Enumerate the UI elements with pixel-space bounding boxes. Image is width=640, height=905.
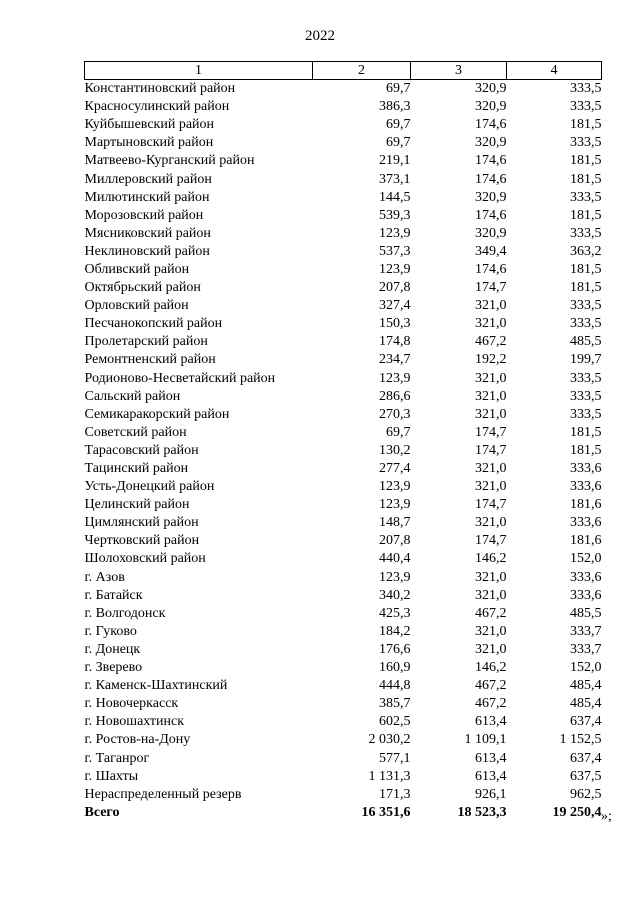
value-col-4: 333,6 <box>570 479 602 495</box>
table-row <box>85 514 602 532</box>
value-col-3: 174,6 <box>475 117 507 133</box>
value-col-3: 321,0 <box>475 569 507 585</box>
value-col-4: 152,0 <box>570 660 602 676</box>
territory-name: г. Донецк <box>84 641 141 657</box>
value-col-4: 181,5 <box>570 424 602 440</box>
value-col-3: 321,0 <box>475 388 507 404</box>
value-col-3: 321,0 <box>475 316 507 332</box>
table-row <box>85 351 602 369</box>
table-row <box>85 406 602 424</box>
value-col-2: 150,3 <box>379 316 411 332</box>
value-col-2: 123,9 <box>379 479 411 495</box>
value-col-2: 123,9 <box>379 497 411 513</box>
value-col-3: 174,7 <box>475 497 507 513</box>
value-col-3: 613,4 <box>475 768 507 784</box>
territory-name: Пролетарский район <box>84 334 208 350</box>
value-col-4: 333,5 <box>570 99 602 115</box>
table-row <box>85 442 602 460</box>
value-col-3: 467,2 <box>475 334 507 350</box>
territory-name: Чертковский район <box>84 533 200 549</box>
table-row <box>85 98 602 116</box>
table-row <box>85 261 602 279</box>
value-col-2: 69,7 <box>386 424 411 440</box>
value-col-2: 385,7 <box>379 696 411 712</box>
table-row <box>85 116 602 134</box>
table-row <box>85 695 602 713</box>
value-col-3: 613,4 <box>475 750 507 766</box>
table-row <box>85 677 602 695</box>
value-col-3: 320,9 <box>475 135 507 151</box>
value-col-4: 333,5 <box>570 135 602 151</box>
value-col-2: 176,6 <box>379 641 411 657</box>
column-number-4: 4 <box>507 62 602 80</box>
table-row <box>85 333 602 351</box>
total-value-col-2: 16 351,6 <box>361 804 411 820</box>
table-row <box>85 641 602 659</box>
value-col-3: 174,7 <box>475 280 507 296</box>
value-col-3: 321,0 <box>475 406 507 422</box>
table-row <box>85 170 602 188</box>
territory-name: г. Таганрог <box>84 750 150 766</box>
territory-name: г. Азов <box>84 569 125 585</box>
value-col-4: 181,6 <box>570 533 602 549</box>
table-row <box>85 713 602 731</box>
territory-name: г. Шахты <box>84 768 139 784</box>
territory-name: Куйбышевский район <box>84 117 215 133</box>
value-col-2: 123,9 <box>379 569 411 585</box>
value-col-4: 485,5 <box>570 334 602 350</box>
table-row <box>85 496 602 514</box>
value-col-4: 181,5 <box>570 442 602 458</box>
table-row <box>85 370 602 388</box>
table-row <box>85 786 602 804</box>
value-col-4: 333,7 <box>570 641 602 657</box>
territory-name: г. Батайск <box>84 587 143 603</box>
value-col-2: 123,9 <box>379 370 411 386</box>
value-col-4: 181,5 <box>570 171 602 187</box>
value-col-4: 333,7 <box>570 623 602 639</box>
value-col-4: 333,6 <box>570 587 602 603</box>
territory-name: Орловский район <box>84 298 189 314</box>
table-row <box>85 587 602 605</box>
territory-name: г. Новочеркасск <box>84 696 179 712</box>
territory-name: Константиновский район <box>84 81 236 97</box>
territory-name: Сальский район <box>84 388 181 404</box>
table-row <box>85 189 602 207</box>
territory-name: Цимлянский район <box>84 515 199 531</box>
value-col-3: 321,0 <box>475 623 507 639</box>
value-col-4: 181,5 <box>570 153 602 169</box>
territory-name: Советский район <box>84 424 187 440</box>
value-col-3: 146,2 <box>475 551 507 567</box>
table-row <box>85 605 602 623</box>
value-col-4: 637,4 <box>570 714 602 730</box>
value-col-3: 174,6 <box>475 207 507 223</box>
value-col-3: 321,0 <box>475 515 507 531</box>
territory-name: г. Волгодонск <box>84 605 166 621</box>
territory-name: Песчанокопский район <box>84 316 223 332</box>
value-col-3: 926,1 <box>475 786 507 802</box>
territory-name: Матвеево-Курганский район <box>84 153 255 169</box>
value-col-2: 219,1 <box>379 153 411 169</box>
value-col-2: 123,9 <box>379 225 411 241</box>
value-col-2: 1 131,3 <box>368 768 411 784</box>
value-col-2: 148,7 <box>379 515 411 531</box>
value-col-4: 485,4 <box>570 678 602 694</box>
value-col-3: 320,9 <box>475 81 507 97</box>
value-col-2: 539,3 <box>379 207 411 223</box>
value-col-3: 321,0 <box>475 587 507 603</box>
territory-name: Обливский район <box>84 261 190 277</box>
column-number-2: 2 <box>313 62 411 80</box>
table-row <box>85 80 602 99</box>
territory-name: Усть-Донецкий район <box>84 479 215 495</box>
total-row <box>85 804 602 822</box>
value-col-3: 146,2 <box>475 660 507 676</box>
value-col-4: 181,5 <box>570 280 602 296</box>
territory-name: Целинский район <box>84 497 190 513</box>
table-body <box>85 80 602 822</box>
value-col-4: 333,5 <box>570 225 602 241</box>
territory-name: Милютинский район <box>84 189 210 205</box>
value-col-4: 333,5 <box>570 189 602 205</box>
value-col-2: 69,7 <box>386 81 411 97</box>
table-row <box>85 243 602 261</box>
value-col-2: 207,8 <box>379 280 411 296</box>
value-col-4: 181,6 <box>570 497 602 513</box>
value-col-2: 386,3 <box>379 99 411 115</box>
value-col-3: 320,9 <box>475 225 507 241</box>
table-row <box>85 768 602 786</box>
value-col-3: 321,0 <box>475 479 507 495</box>
value-col-2: 340,2 <box>379 587 411 603</box>
territory-name: Семикаракорский район <box>84 406 230 422</box>
territory-name: Мясниковский район <box>84 225 211 241</box>
total-territory-name: Всего <box>84 804 120 820</box>
value-col-3: 349,4 <box>475 243 507 259</box>
value-col-4: 152,0 <box>570 551 602 567</box>
closing-mark: »; <box>601 809 612 824</box>
column-number-1: 1 <box>85 62 313 80</box>
territory-name: Тацинский район <box>84 461 189 477</box>
value-col-4: 637,5 <box>570 768 602 784</box>
value-col-3: 467,2 <box>475 605 507 621</box>
value-col-2: 425,3 <box>379 605 411 621</box>
value-col-2: 207,8 <box>379 533 411 549</box>
territory-name: Родионово-Несветайский район <box>84 370 276 386</box>
total-value-col-3: 18 523,3 <box>457 804 507 820</box>
table-row <box>85 388 602 406</box>
table-row <box>85 532 602 550</box>
value-col-2: 577,1 <box>379 750 411 766</box>
value-col-3: 174,6 <box>475 171 507 187</box>
page-number: 2022 <box>305 28 335 44</box>
value-col-4: 333,5 <box>570 370 602 386</box>
table-row <box>85 623 602 641</box>
value-col-4: 333,6 <box>570 569 602 585</box>
territory-name: г. Ростов-на-Дону <box>84 732 191 748</box>
value-col-4: 333,5 <box>570 81 602 97</box>
territory-name: Морозовский район <box>84 207 204 223</box>
total-value-col-4: 19 250,4 <box>552 804 602 820</box>
territory-name: Ремонтненский район <box>84 352 216 368</box>
value-col-2: 286,6 <box>379 388 411 404</box>
value-col-4: 333,5 <box>570 298 602 314</box>
table-row <box>85 225 602 243</box>
table-row <box>85 134 602 152</box>
table-row <box>85 460 602 478</box>
value-col-3: 321,0 <box>475 298 507 314</box>
budget-table <box>84 61 602 822</box>
table-row <box>85 279 602 297</box>
value-col-2: 537,3 <box>379 243 411 259</box>
value-col-4: 485,5 <box>570 605 602 621</box>
value-col-3: 320,9 <box>475 189 507 205</box>
value-col-4: 637,4 <box>570 750 602 766</box>
value-col-3: 321,0 <box>475 370 507 386</box>
value-col-2: 2 030,2 <box>368 732 411 748</box>
table-row <box>85 297 602 315</box>
value-col-2: 160,9 <box>379 660 411 676</box>
table-row <box>85 152 602 170</box>
territory-name: Красносулинский район <box>84 99 230 115</box>
value-col-4: 363,2 <box>570 243 602 259</box>
value-col-4: 181,5 <box>570 261 602 277</box>
value-col-4: 199,7 <box>570 352 602 368</box>
column-number-row <box>85 62 602 80</box>
territory-name: г. Гуково <box>84 623 137 639</box>
column-number-3: 3 <box>411 62 507 80</box>
territory-name: г. Зверево <box>84 660 143 676</box>
territory-name: г. Каменск-Шахтинский <box>84 678 228 694</box>
value-col-3: 174,6 <box>475 261 507 277</box>
value-col-3: 174,7 <box>475 424 507 440</box>
table-row <box>85 424 602 442</box>
value-col-3: 174,7 <box>475 442 507 458</box>
table-row <box>85 315 602 333</box>
value-col-4: 181,5 <box>570 117 602 133</box>
value-col-2: 234,7 <box>379 352 411 368</box>
table-row <box>85 749 602 767</box>
value-col-2: 373,1 <box>379 171 411 187</box>
value-col-3: 467,2 <box>475 696 507 712</box>
territory-name: Шолоховский район <box>84 551 206 567</box>
territory-name: Миллеровский район <box>84 171 212 187</box>
value-col-4: 485,4 <box>570 696 602 712</box>
table-row <box>85 569 602 587</box>
value-col-2: 123,9 <box>379 261 411 277</box>
table-row <box>85 478 602 496</box>
table-row <box>85 659 602 677</box>
territory-name: Неклиновский район <box>84 243 210 259</box>
value-col-2: 270,3 <box>379 406 411 422</box>
value-col-2: 69,7 <box>386 117 411 133</box>
value-col-4: 1 152,5 <box>559 732 602 748</box>
territory-name: Октябрьский район <box>84 280 201 296</box>
value-col-4: 181,5 <box>570 207 602 223</box>
table-row <box>85 731 602 749</box>
value-col-4: 333,6 <box>570 515 602 531</box>
value-col-4: 962,5 <box>570 786 602 802</box>
value-col-2: 277,4 <box>379 461 411 477</box>
value-col-4: 333,5 <box>570 316 602 332</box>
value-col-2: 69,7 <box>386 135 411 151</box>
value-col-2: 602,5 <box>379 714 411 730</box>
value-col-3: 613,4 <box>475 714 507 730</box>
value-col-2: 130,2 <box>379 442 411 458</box>
table-row <box>85 550 602 568</box>
territory-name: Тарасовский район <box>84 442 199 458</box>
value-col-4: 333,5 <box>570 406 602 422</box>
territory-name: Нераспределенный резерв <box>84 786 242 802</box>
value-col-3: 174,7 <box>475 533 507 549</box>
value-col-3: 1 109,1 <box>464 732 507 748</box>
value-col-2: 174,8 <box>379 334 411 350</box>
value-col-3: 321,0 <box>475 641 507 657</box>
territory-name: Мартыновский район <box>84 135 214 151</box>
table-row <box>85 207 602 225</box>
value-col-2: 327,4 <box>379 298 411 314</box>
value-col-2: 440,4 <box>379 551 411 567</box>
value-col-2: 444,8 <box>379 678 411 694</box>
value-col-4: 333,6 <box>570 461 602 477</box>
value-col-2: 184,2 <box>379 623 411 639</box>
value-col-3: 174,6 <box>475 153 507 169</box>
value-col-3: 321,0 <box>475 461 507 477</box>
value-col-2: 171,3 <box>379 786 411 802</box>
value-col-3: 467,2 <box>475 678 507 694</box>
value-col-3: 320,9 <box>475 99 507 115</box>
territory-name: г. Новошахтинск <box>84 714 185 730</box>
value-col-4: 333,5 <box>570 388 602 404</box>
value-col-3: 192,2 <box>475 352 507 368</box>
value-col-2: 144,5 <box>379 189 411 205</box>
